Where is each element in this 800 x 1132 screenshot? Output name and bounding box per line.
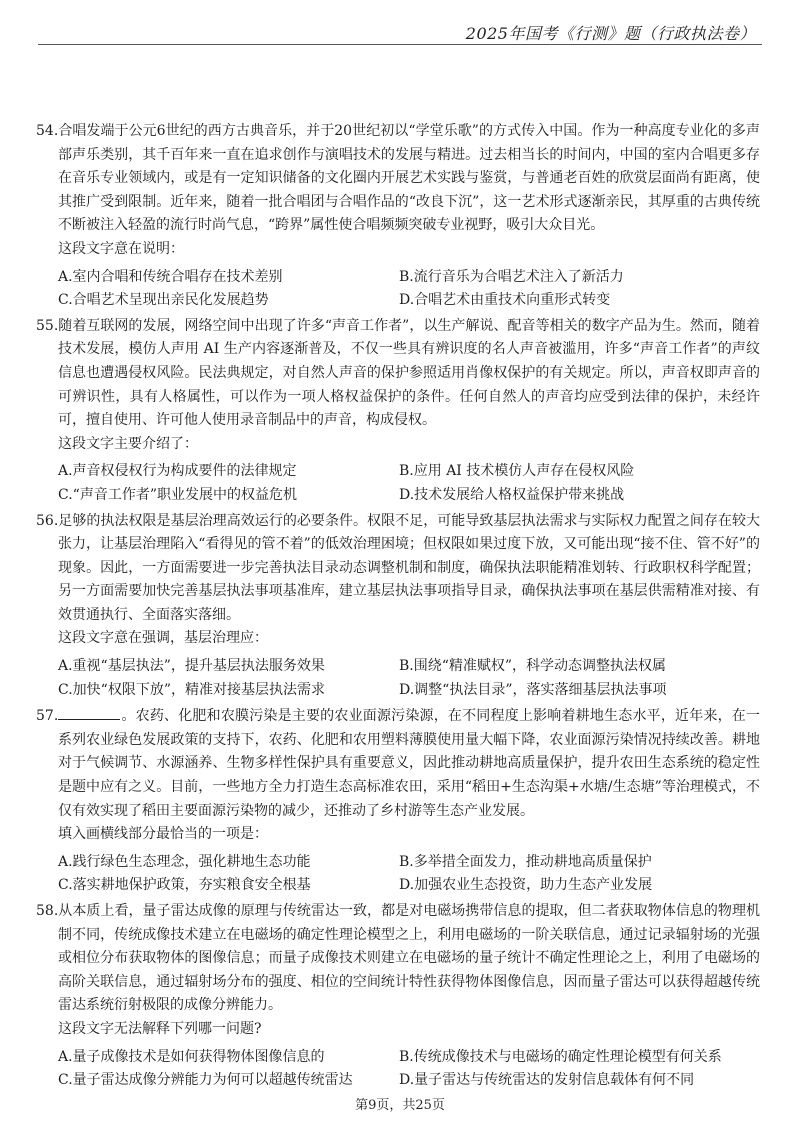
question-prompt: 这段文字意在说明： [58,240,184,257]
option-c[interactable]: C.落实耕地保护政策，夯实粮食安全根基 [58,877,311,894]
question-58 [36,900,760,1093]
question-stem [36,510,760,628]
question-stem [36,120,760,238]
question-prompt: 这段文字无法解释下列哪一问题? [58,1020,262,1037]
option-a[interactable]: A.重视“基层执法”，提升基层执法服务效果 [58,658,325,675]
question-number: 55. [36,317,59,334]
option-b[interactable]: B.应用 AI 技术模仿人声存在侵权风险 [399,463,635,480]
question-list [36,120,760,1095]
question-number: 57. [36,708,59,725]
question-prompt: 这段文字意在强调，基层治理应： [58,630,268,647]
question-number: 54. [36,123,59,139]
question-text: 随着互联网的发展，网络空间中出现了许多“声音工作者”，以生产解说、配音等相关的数字产品为生。然而，随着技术发展，模仿人声用 AI 生产内容逐渐普及，不仅一些具有辨识度的名人声音被滥用，许多“声音工作者”的声纹信息也遭遇侵权风险。民法典规定，对自然人声音的保护参照适用肖像权保护的有关规定。所以，声音权即声音的可辨识性，具有人格属性，可以作为一项人格权益保护的条件。任何自然人的声音均应受到法律的保护，未经许可，擅自使用、许可他人使用录音制品中的声音，构成侵权。 [58,317,760,429]
answer-blank [58,704,120,720]
option-b[interactable]: B.围绕“精准赋权”，科学动态调整执法权属 [399,658,667,675]
question-stem [36,900,760,1018]
option-d[interactable]: D.量子雷达与传统雷达的发射信息载体有何不同 [399,1072,695,1089]
answer-options [36,851,760,898]
option-b[interactable]: B.流行音乐为合唱艺术注入了新活力 [399,268,624,285]
option-c[interactable]: C.合唱艺术呈现出亲民化发展趋势 [58,292,269,309]
question-text: 足够的执法权限是基层治理高效运行的必要条件。权限不足，可能导致基层执法需求与实际权力配置之间存在较大张力，让基层治理陷入“看得见的管不着”的低效治理困境；但权限如果过度下放，又可能出现“接不住、管不好”的现象。因此，一方面需要进一步完善执法目录动态调整机制和制度，确保执法职能精准划转、行政职权科学配置；另一方面需要加快完善基层执法事项基准库，建立基层执法事项指导目录，确保执法事项在基层供需精准对接、有效贯通执行、全面落实落细。 [58,512,760,623]
answer-options [36,1046,760,1093]
option-a[interactable]: A.量子成像技术是如何获得物体图像信息的 [58,1048,325,1065]
option-d[interactable]: D.技术发展给人格权益保护带来挑战 [399,486,625,503]
option-a[interactable]: A.声音权侵权行为构成要件的法律规定 [58,463,297,480]
option-b[interactable]: B.传统成像技术与电磁场的确定性理论模型有何关系 [399,1048,722,1065]
header-rule [38,44,762,45]
option-d[interactable]: D.加强农业生态投资，助力生态产业发展 [399,877,653,894]
question-56 [36,510,760,703]
option-c[interactable]: C.“声音工作者”职业发展中的权益危机 [58,486,297,503]
option-c[interactable]: C.量子雷达成像分辨能力为何可以超越传统雷达 [58,1072,353,1089]
option-d[interactable]: D.合唱艺术由重技术向重形式转变 [399,292,611,309]
question-55 [36,315,760,508]
answer-options [36,266,760,313]
question-54 [36,120,760,313]
question-text: 。农药、化肥和农膜污染是主要的农业面源污染源，在不同程度上影响着耕地生态水平，近年来，在一系列农业绿色发展政策的支持下，农药、化肥和农用塑料薄膜使用量大幅下降，农业面源污染情况持续改善。耕地对于气候调节、水源涵养、生物多样性保护具有重要意义，因此推动耕地高质量保护，提升农田生态系统的稳定性是题中应有之义。目前，一些地方全力打造生态高标准农田，采用“稻田+生态沟渠+水塘/生态塘”等治理模式，不仅有效实现了稻田主要面源污染物的减少，还推动了乡村游等生态产业发展。 [58,708,760,819]
option-c[interactable]: C.加快“权限下放”，精准对接基层执法需求 [58,681,325,698]
option-b[interactable]: B.多举措全面发力，推动耕地高质量保护 [399,853,652,870]
answer-options [36,460,760,507]
running-header: 2025年国考《行测》题（行政执法卷） [465,24,756,43]
question-stem [36,704,760,823]
answer-options [36,655,760,702]
question-57 [36,704,760,898]
question-text: 从本质上看，量子雷达成像的原理与传统雷达一致，都是对电磁场携带信息的提取，但二者获取物体信息的物理机制不同，传统成像技术建立在电磁场的确定性理论模型之上，利用电磁场的一阶关联信息，通过记录辐射场的光强或相位分布获取物体的图像信息；而量子成像技术则建立在电磁场的量子统计不确定性理论之上，利用了电磁场的高阶关联信息，通过辐射场分布的强度、相位的空间统计特性获得物体图像信息，因而量子雷达可以获得超越传统雷达系统衍射极限的成像分辨能力。 [58,903,760,1014]
option-a[interactable]: A.室内合唱和传统合唱存在技术差别 [58,268,283,285]
question-prompt: 填入画横线部分最恰当的一项是： [58,826,268,843]
question-number: 58. [36,903,59,919]
question-stem [36,315,760,433]
option-d[interactable]: D.调整“执法目录”，落实落细基层执法事项 [399,681,667,698]
question-text: 合唱发端于公元6世纪的西方古典音乐，并于20世纪初以“学堂乐歌”的方式传入中国。作为一种高度专业化的多声部声乐类别，其千百年来一直在追求创作与演唱技术的发展与精进。过去相当长的时间内，中国的室内合唱更多存在音乐专业领域内，或是有一定知识储备的文化圈内开展艺术实践与鉴赏，与普通老百姓的欣赏层面尚有距离，使其推广受到限制。近年来，随着一批合唱团与合唱作品的“改良下沉”，这一艺术形式逐渐亲民，其厚重的古典传统不断被注入轻盈的流行时尚气息，“跨界”属性使合唱频频突破专业视野，吸引大众目光。 [58,123,760,234]
question-number: 56. [36,512,59,529]
question-prompt: 这段文字主要介绍了： [58,435,198,452]
option-a[interactable]: A.践行绿色生态理念，强化耕地生态功能 [58,853,311,870]
page-number: 第9页，共25页 [355,1098,445,1113]
